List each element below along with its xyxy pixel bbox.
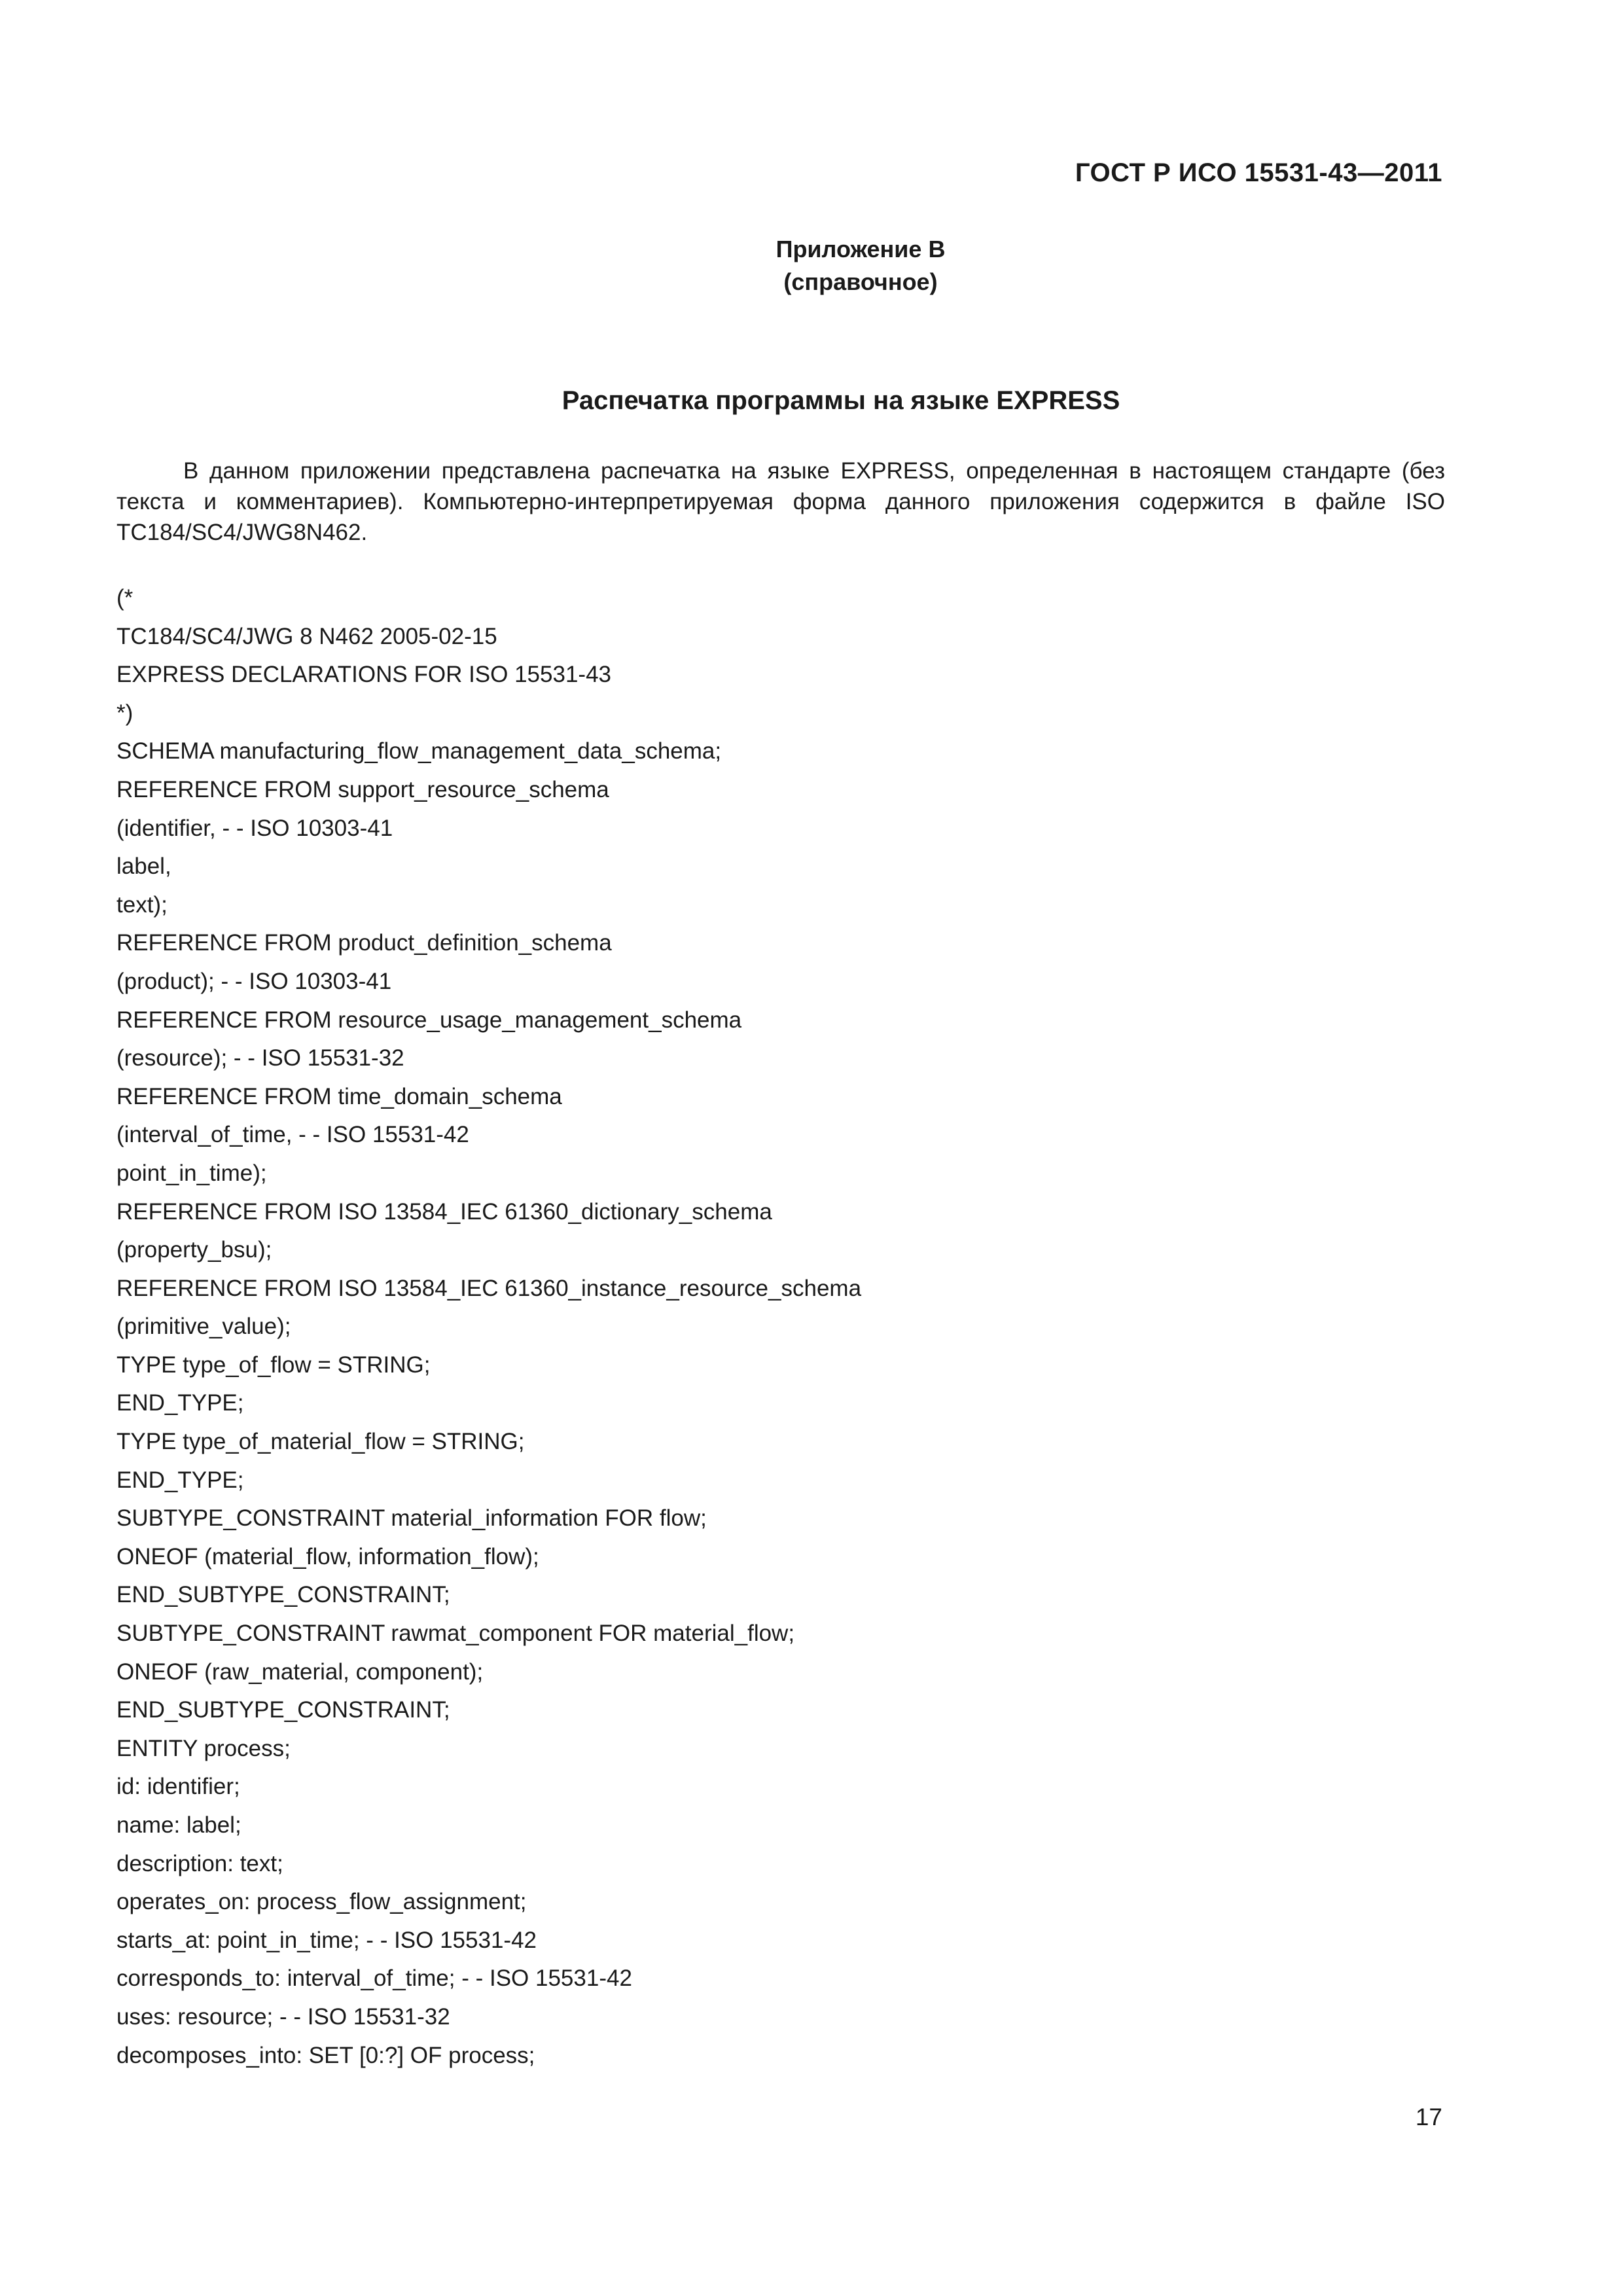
intro-paragraph: В данном приложении представлена распечатка на языке EXPRESS, определенная в настоящем стандарте (без текста и комментариев). Компьютерно-интерпретируемая форма данного приложения содержится в файле ISO TC184/SC4/JWG8N462. — [116, 458, 1445, 545]
code-line: TYPE type_of_flow = STRING; — [116, 1352, 431, 1378]
code-line: text); — [116, 891, 168, 918]
code-line: uses: resource; - - ISO 15531-32 — [116, 2003, 450, 2030]
code-line: starts_at: point_in_time; - - ISO 15531-42 — [116, 1927, 537, 1953]
page-number: 17 — [1415, 2104, 1442, 2130]
code-line: (identifier, - - ISO 10303-41 — [116, 815, 393, 841]
code-line: (* — [116, 585, 134, 611]
code-line: REFERENCE FROM ISO 13584_IEC 61360_dictionary_schema — [116, 1198, 772, 1225]
annex-title: Приложение B — [776, 236, 946, 262]
code-line: *) — [116, 700, 134, 726]
section-title: Распечатка программы на языке EXPRESS — [562, 386, 1120, 415]
code-line: END_TYPE; — [116, 1390, 244, 1416]
code-line: (property_bsu); — [116, 1237, 272, 1263]
code-line: END_SUBTYPE_CONSTRAINT; — [116, 1582, 450, 1608]
code-line: description: text; — [116, 1850, 283, 1876]
code-line: corresponds_to: interval_of_time; - - ISO 15531-42 — [116, 1965, 632, 1992]
code-line: name: label; — [116, 1812, 241, 1838]
code-line: ENTITY process; — [116, 1735, 291, 1761]
express-code-listing — [116, 579, 1458, 2075]
code-line: (resource); - - ISO 15531-32 — [116, 1045, 404, 1071]
code-line: REFERENCE FROM product_definition_schema — [116, 930, 612, 956]
annex-heading — [0, 233, 1623, 298]
code-line: (interval_of_time, - - ISO 15531-42 — [116, 1122, 469, 1148]
code-line: id: identifier; — [116, 1774, 240, 1800]
code-line: operates_on: process_flow_assignment; — [116, 1889, 527, 1915]
code-line: SUBTYPE_CONSTRAINT material_information FOR flow; — [116, 1505, 707, 1532]
code-line: REFERENCE FROM time_domain_schema — [116, 1083, 562, 1109]
code-line: decomposes_into: SET [0:?] OF process; — [116, 2042, 535, 2068]
code-line: (product); - - ISO 10303-41 — [116, 968, 392, 994]
code-line: label, — [116, 853, 171, 880]
code-line: END_SUBTYPE_CONSTRAINT; — [116, 1697, 450, 1723]
code-line: REFERENCE FROM ISO 13584_IEC 61360_instance_resource_schema — [116, 1275, 862, 1301]
code-line: REFERENCE FROM resource_usage_management_schema — [116, 1007, 742, 1033]
code-line: ONEOF (material_flow, information_flow); — [116, 1543, 539, 1570]
code-line: REFERENCE FROM support_resource_schema — [116, 776, 609, 802]
code-line: ONEOF (raw_material, component); — [116, 1659, 484, 1685]
standard-code-header: ГОСТ Р ИСО 15531-43—2011 — [1075, 158, 1442, 187]
code-line: END_TYPE; — [116, 1467, 244, 1493]
annex-status: (справочное) — [783, 268, 938, 295]
code-line: point_in_time); — [116, 1160, 267, 1186]
code-line: EXPRESS DECLARATIONS FOR ISO 15531-43 — [116, 662, 612, 688]
code-line: SCHEMA manufacturing_flow_management_data_schema; — [116, 738, 722, 764]
code-line: TYPE type_of_material_flow = STRING; — [116, 1429, 525, 1455]
code-line: SUBTYPE_CONSTRAINT rawmat_component FOR material_flow; — [116, 1621, 795, 1647]
code-line: TC184/SC4/JWG 8 N462 2005-02-15 — [116, 623, 497, 649]
code-line: (primitive_value); — [116, 1314, 291, 1340]
